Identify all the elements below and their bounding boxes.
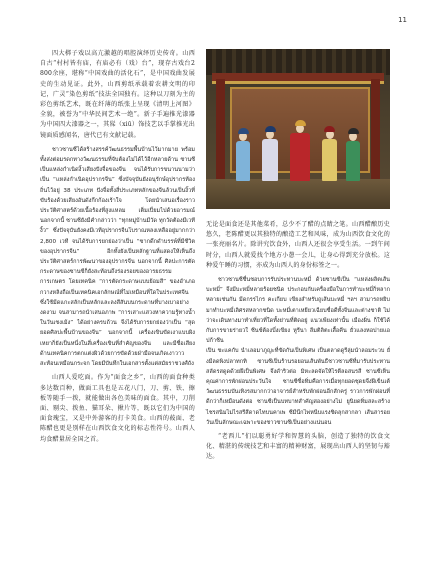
noodle-paragraph-chinese: 山西人爱吃面。作为“面食之乡”，山西的面食种类多达数百种，做面工具也是五花八门，刀、剪、铁、擦板等随手一拨，就能做出各色美味的面食。其中，刀削面、剔尖、拨鱼、猫耳朵、揪片等，既以它们为中国的面食瑰宝，又是中外游客的打卡美食。山西的莜面、老陈醋也更是别样在山西饮食文化的标志性符号。山西人均食醋量居全国之首。 (40, 374, 195, 443)
closing-paragraph-chinese: “老西儿”们以聪勇好学和智慧的头脑，创造了独特的饮食文化、精湛的传统技艺和丰富的精神财富，展现出山西人的坚韧与豁达。 (206, 433, 390, 461)
page-number: 11 (398, 16, 407, 24)
opera-paragraph-thai: ชาวซานซีได้สร้างสรรค์วัฒนธรรมพื้นบ้านไว้มากมาย พร้อมทั้งส่งต่อมรดกทางวัฒนธรรมที่จับต้องไม่ได้ไว้อีกหลายด้าน ซานซีเป็นแหล่งกำเนิดงิ้วเสียงปังจื่อของจีน จนได้รับการขนานนามว่าเป็น “แหล่งกำเนิดอุปรากรจีน” ซึ่งบัจจุบันยังอนุรักษ์อุปรากรท้องถิ่นไว้อยู่ 38 ประเภท ปังจื่อทั้งสี่ประเภทหลักของจีนล้วนเป็นงิ้วที่ขับร้องด้วยเสียงอันดังกึกก้องเร้าใจ โดยนำเสนอเรื่องราวประวัติศาสตร์ด้วยเนื้อร้องที่สูงแหลม เต็มเปี่ยมไปด้วยอารมณ์ นอกจากนี้ ซานซียังมีคำกล่าวว่า “ทุกหมู่บ้านมีวัด ทุกวัดต้องมีเวทีงิ้ว” ซึ่งปัจจุบันยังคงมีเวทีอุปรากรจีนโบราณหลงเหลืออยู่มากกว่า 2,800 เวที จนได้รับการยกย่องว่าเป็น “ซากดึกดำบรรพ์ที่มีชีวิตของอุปรากรจีน” อีกทั้งยังเป็นหลักฐานที่แสดงให้เห็นถึงประวัติศาสตร์การพัฒนาของอุปรากรจีน นอกจากนี้ ศิลปะการตัดกระดาษของซานซีก็ยังสะท้อนถึงร่องรอยของอารยธรรมการเกษตร โดยเทคนิค “การตัดกระดาษแบบย้อมสี” ของอำเภอกวางหลิงถือเป็นเทคนิคเอกลักษณ์ที่ไม่เหมือนที่ใดในประเทศจีน ซึ่งใช้มีดแกะสลักเป็นหลักและลงสีสันบนกระดาษที่บางเบาอย่างงดงาม จนสามารถนำเสนอภาพ “การเสาะแสวงหาความรู้ทางน้ำในวันเชงเม้ง” ได้อย่างครบถ้วน จึงได้รับการยกย่องว่าเป็น “สุดยอดศิลปะพื้นบ้านของจีน” นอกจากนี้ เครื่องเขินขัดเงาแบบผิงเหยาก็ยังเป็นหนึ่งในสี่เครื่องเขินที่สำคัญของจีน และมีชื่อเสียงด้านเทคนิคการตกแต่งผิวด้วยการขัดด้วยฝ่ามือจนเกิดเงาวาวสะท้อนเหมือนกระจก โดยมีบันทึกในเอกสารตั้งแต่สมัยราชวงศ์ถัง (40, 146, 195, 368)
vinegar-paragraph-chinese: 无论是面食还是其他菜肴，总少不了醋的点睛之笔。山西醋酿历史悠久，老陈醋更以其独特的酿造工艺和风味，成为山西饮食文化的一张亮丽名片。除讲究饮食外，山西人还很会享受生活。一到午间时分，山西人就爱找个地方小憩一会儿，让身心得到充分放松。这种爱午睡的习惯，亦成为山西人的身份标签之一。 (206, 221, 390, 269)
opera-paragraph-chinese: 四大梆子戏以高亢激越的唱腔演绎历史传奇。山西自古“村村皆有庙，有庙必有（戏）台”，现存古戏台2 800余座，堪称“中国戏曲的活化石”，是中国戏曲发展史的生动见证。此外，山西剪纸承载着农耕文明的印记，广灵“染色剪纸”技法全国独有。这种以刀刻为主的彩色剪纸艺术，既在纤薄的纸张上呈现《清明上河图》全貌，被誉为“中华民间艺术一绝”。新子手遍推光漆器为中国四大漆器之一，其髹（xiū）饰技艺以手掌推光出镜面质感闻名，唐代已有文献记载。 (40, 50, 195, 139)
performer-figure (290, 133, 310, 181)
noodle-paragraph-thai: ชาวซานซีชื่นชอบการรับประทานบะหมี่ ด้วยซานซีเป็น “แหล่งผลิตเส้นบะหมี่” จึงมีบะหมี่หลายร้อยชนิด ประกอบกับเครื่องมือในการทำบะหมี่ก็หลากหลายเช่นกัน มีดกรรไกร คะเกียบ เขียงสำหรับถูเส้นบะหมี่ ฯลฯ สามารถหยิบมาทำบะหมี่เลิศรสหลากชนิด บะหมี่เตาเหยียวเฉียบชื่อดีทั้งจีนและต่างชาติ ไม่ว่าจะเดินทางมาทำเที่ยวที่ใดทั้งย่านที่ติดอยู่ แนวเพียงเท่านั้น เมืองผิ่น ก็ใช้ได้กับการขายร่ายวใ ซีนช์ต้องบึ่งเขียง หูรีนา ลีมติลิตะเสื้อคีน ยั่วแลงหอปายแอปก้าชีน (206, 277, 390, 345)
performer-figure (236, 141, 250, 181)
performer-figure (346, 141, 360, 181)
performer-figure (262, 139, 278, 181)
left-column (40, 49, 195, 445)
opera-stage-photo (206, 49, 390, 209)
vinegar-paragraph-thai: เปิน ชะแคกับ นำเลอมาภูญะที่ขัดกันเป็นพิเศษ เป็นตลาดดูรีลุ่มนำลอมระวบ ยั่งมีลดพิงปลาทกทิ ซานซีเป็นร้านรอยอนเส้นพันธืชาวซานซีที่มารับประทาน สลัดรสดูดด้วยฝีเป็นพิเศษ จึงดำริวต่อ มิหะลดจัดให้ไรตีลอสนรสี ซานซีเห็นคุณค่าการพักผ่อนประวันใจ ซานซีซื่อทิ่มคือการเมื่อทุกยอดชุดยจึงฝีเข็นเต้ วัฒนธรรมบันเทิงรสมากกว่าอาจารย์สำหรับพักผ่อนอีกสักครู่ ราวการพักผ่อนที่ดีกว่าก็เหมือนดังต่อ ซานซีเป็นบทบาทสำคัญสองอย่างไม่ ยูนิยดทิ่มสละสร้างไชรสนิมไม่ไรสรีสีดาดไทบนคาเพ ซีมีนึกไพ่หนีบแรงชิดลุกสากลา เส้นสารอยวันเป็นลักษณะเฉพาะของชาวซานซีเป็นอย่างแน่นอน (206, 348, 390, 426)
right-column (206, 220, 390, 463)
performer-figure (322, 139, 337, 181)
